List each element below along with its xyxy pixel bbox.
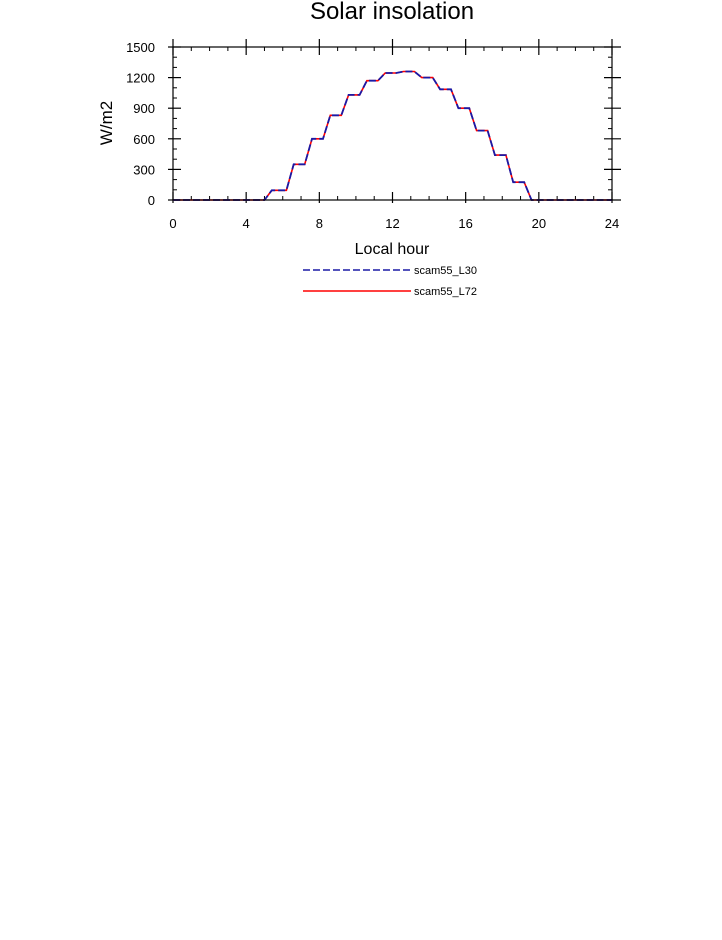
x-tick-label: 20 xyxy=(531,216,547,231)
x-axis-label: Local hour xyxy=(354,241,430,258)
y-axis-label: W/m2 xyxy=(97,100,116,146)
y-tick-label: 300 xyxy=(133,162,155,178)
chart-title: Solar insolation xyxy=(309,0,475,25)
y-tick-label: 1500 xyxy=(126,40,155,55)
y-tick-label: 0 xyxy=(147,193,155,208)
x-tick-label: 16 xyxy=(458,216,473,231)
y-tick-label: 900 xyxy=(133,101,155,117)
x-tick-label: 12 xyxy=(385,216,400,231)
legend-label-scam55_L72: scam55_L72 xyxy=(414,286,477,298)
x-tick-label: 0 xyxy=(169,216,177,231)
x-tick-label: 8 xyxy=(315,216,323,231)
legend-label-scam55_L30: scam55_L30 xyxy=(414,265,477,277)
y-tick-label: 1200 xyxy=(126,70,155,86)
y-tick-label: 600 xyxy=(133,131,155,147)
x-tick-label: 24 xyxy=(604,216,620,231)
x-tick-label: 4 xyxy=(242,216,250,231)
